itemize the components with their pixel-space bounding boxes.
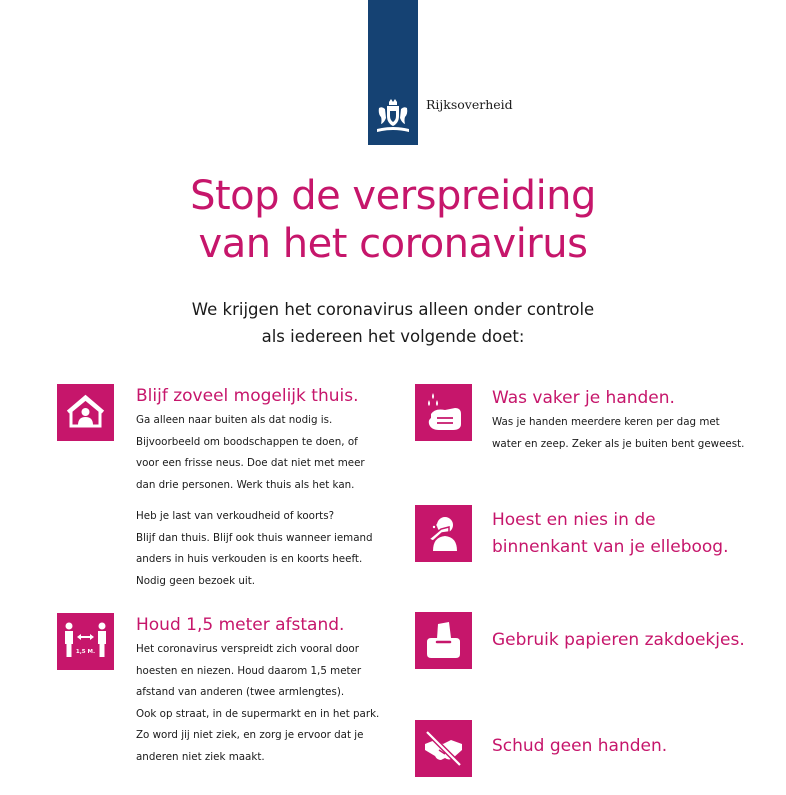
distance-text	[136, 639, 379, 768]
page-title	[0, 172, 786, 268]
text-line: Was je handen meerdere keren per dag met	[492, 416, 720, 428]
hand-wash-icon	[415, 384, 472, 441]
distance-icon-label: 1,5 M.	[75, 649, 96, 655]
text-line: Het coronavirus verspreidt zich vooral door	[136, 643, 359, 655]
text-line: afstand van anderen (twee armlengtes).	[136, 686, 345, 698]
tissue-box-icon	[415, 612, 472, 669]
text-line: Zo word jij niet ziek, en zorg je ervoor dat je	[136, 729, 364, 741]
text-line: water en zeep. Zeker als je buiten bent geweest.	[492, 437, 745, 450]
subtitle-line-1: We krijgen het coronavirus alleen onder controle	[191, 300, 595, 319]
brand-name: Rijksoverheid	[426, 97, 513, 112]
subtitle	[0, 296, 786, 350]
text-line: Nodig geen bezoek uit.	[136, 574, 256, 587]
no-handshake-heading: Schud geen handen.	[492, 736, 668, 756]
cough-heading	[492, 507, 729, 561]
wash-heading: Was vaker je handen.	[492, 388, 675, 408]
text-line: Ga alleen naar buiten als dat nodig is.	[136, 414, 333, 426]
text-line: Ook op straat, in de supermarkt en in het park.	[136, 707, 380, 720]
stay-home-text-2	[136, 506, 373, 592]
stay-home-heading: Blijf zoveel mogelijk thuis.	[136, 386, 359, 406]
text-line: voor een frisse neus. Doe dat niet met meer	[136, 457, 365, 469]
stay-home-text	[136, 410, 365, 496]
text-line: anders in huis verkouden is en koorts heeft.	[136, 553, 363, 565]
text-line: Blijf dan thuis. Blijf ook thuis wanneer iemand	[136, 531, 373, 544]
text-line: hoesten en niezen. Houd daarom 1,5 meter	[136, 664, 362, 677]
subtitle-line-2: als iedereen het volgende doet:	[261, 327, 525, 346]
cough-heading-line-1: Hoest en nies in de	[492, 510, 656, 530]
wash-text	[492, 412, 744, 455]
title-line-2: van het coronavirus	[198, 221, 588, 267]
title-line-1: Stop de verspreiding	[190, 173, 596, 219]
text-line: dan drie personen. Werk thuis als het kan.	[136, 478, 355, 491]
cough-elbow-icon	[415, 505, 472, 562]
text-line: anderen niet ziek maakt.	[136, 750, 265, 763]
distance-heading: Houd 1,5 meter afstand.	[136, 615, 345, 635]
distance-people-icon	[57, 613, 114, 670]
crest-icon	[373, 96, 413, 136]
tissues-heading: Gebruik papieren zakdoekjes.	[492, 630, 745, 650]
house-person-icon	[57, 384, 114, 441]
text-line: Bijvoorbeeld om boodschappen te doen, of	[136, 435, 358, 448]
no-handshake-icon	[415, 720, 472, 777]
text-line: Heb je last van verkoudheid of koorts?	[136, 510, 335, 522]
cough-heading-line-2: binnenkant van je elleboog.	[492, 537, 729, 557]
